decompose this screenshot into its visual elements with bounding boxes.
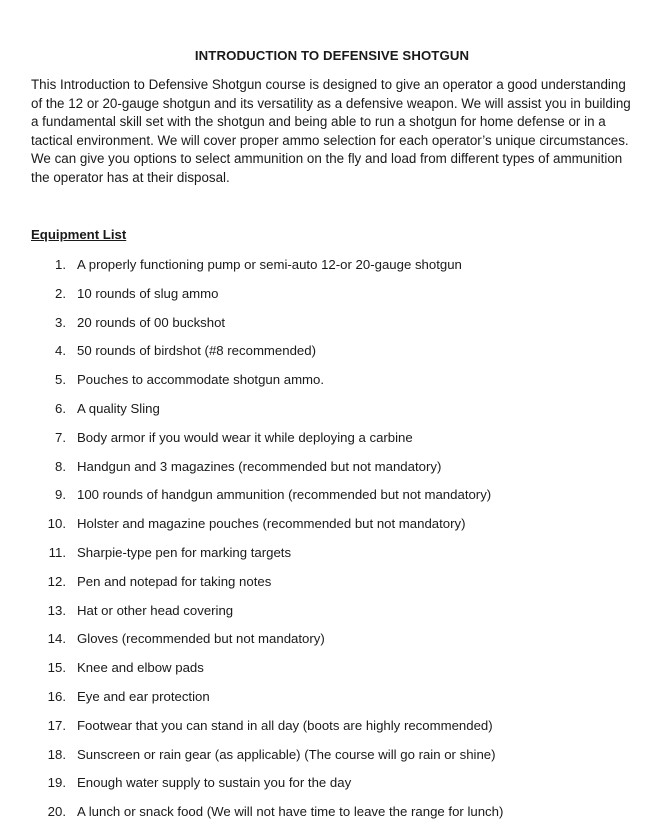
list-item (0, 399, 664, 428)
list-item-text: Pouches to accommodate shotgun ammo. (77, 372, 325, 388)
list-item (0, 341, 664, 370)
list-item-number: 4. (55, 343, 66, 359)
list-item-number: 3. (55, 314, 66, 330)
list-item-text: A properly functioning pump or semi-auto 12-or 20-gauge shotgun (77, 257, 462, 272)
list-item (0, 802, 664, 831)
list-item-number: 9. (55, 487, 66, 503)
list-item-number: 11. (48, 544, 66, 560)
list-item (0, 629, 664, 658)
list-item-number: 6. (55, 400, 66, 416)
list-item-text: Body armor if you would wear it while deploying a carbine (77, 429, 413, 445)
list-item-number: 15. (47, 660, 66, 676)
list-item-text: Eye and ear protection (77, 688, 210, 704)
list-item (0, 601, 664, 630)
list-item (0, 572, 664, 601)
list-item-text: Enough water supply to sustain you for the day (77, 775, 352, 791)
list-item-text: Pen and notepad for taking notes (77, 573, 272, 589)
list-item-number: 12. (47, 573, 66, 589)
list-item (0, 370, 664, 399)
list-item-text: 10 rounds of slug ammo (77, 285, 219, 301)
list-item (0, 658, 664, 687)
list-item-text: Footwear that you can stand in all day (boots are highly recommended) (77, 717, 493, 733)
list-item-text: A lunch or snack food (We will not have time to leave the range for lunch) (77, 804, 504, 820)
list-item-number: 16. (47, 688, 66, 704)
list-item (0, 773, 664, 802)
list-item-text: 100 rounds of handgun ammunition (recommended but not mandatory) (77, 487, 492, 503)
list-item-text: 50 rounds of birdshot (#8 recommended) (77, 343, 316, 359)
list-item-text: Knee and elbow pads (77, 660, 204, 676)
list-item (0, 284, 664, 313)
list-item-number: 5. (55, 372, 66, 388)
intro-paragraph: This Introduction to Defensive Shotgun course is designed to give an operator a good understanding of the 12 or 20-gauge shotgun and its versatility as a defensive weapon. We will assist you in building a fundamental skill set with the shotgun and being able to run a shotgun for home defense or in a tactical environment. We will cover proper ammo selection for each operator’s unique circumstances. We can give you options to select ammunition on the fly and load from different types of ammunition the operator has at their disposal. (31, 77, 631, 185)
list-item-number: 14. (47, 631, 66, 647)
list-item (0, 514, 664, 543)
document-title: INTRODUCTION TO DEFENSIVE SHOTGUN (194, 48, 470, 63)
list-item-text: Sharpie-type pen for marking targets (77, 544, 292, 560)
list-item (0, 716, 664, 745)
list-item-text: Holster and magazine pouches (recommended but not mandatory) (77, 516, 466, 532)
list-item-text: Gloves (recommended but not mandatory) (77, 631, 325, 647)
list-item-number: 18. (47, 746, 66, 762)
list-item (0, 543, 664, 572)
list-item-number: 1. (55, 257, 66, 272)
equipment-list (0, 255, 664, 831)
list-item-number: 17. (47, 717, 66, 733)
list-item (0, 485, 664, 514)
list-item-number: 13. (47, 602, 66, 618)
list-item-number: 8. (55, 458, 66, 474)
list-item-text: Hat or other head covering (77, 602, 234, 618)
list-item (0, 255, 664, 284)
equipment-list-heading: Equipment List (31, 227, 127, 242)
list-item-text: 20 rounds of 00 buckshot (77, 314, 226, 330)
list-item (0, 428, 664, 457)
list-item-text: A quality Sling (77, 400, 160, 416)
list-item (0, 687, 664, 716)
list-item (0, 313, 664, 342)
list-item (0, 745, 664, 774)
list-item-text: Handgun and 3 magazines (recommended but not mandatory) (77, 458, 442, 474)
list-item-number: 7. (55, 429, 66, 445)
list-item-text: Sunscreen or rain gear (as applicable) (The course will go rain or shine) (77, 746, 496, 762)
list-item-number: 10. (47, 516, 66, 532)
list-item-number: 20. (47, 804, 66, 820)
list-item-number: 19. (47, 775, 66, 791)
list-item-number: 2. (55, 285, 66, 301)
list-item (0, 457, 664, 486)
